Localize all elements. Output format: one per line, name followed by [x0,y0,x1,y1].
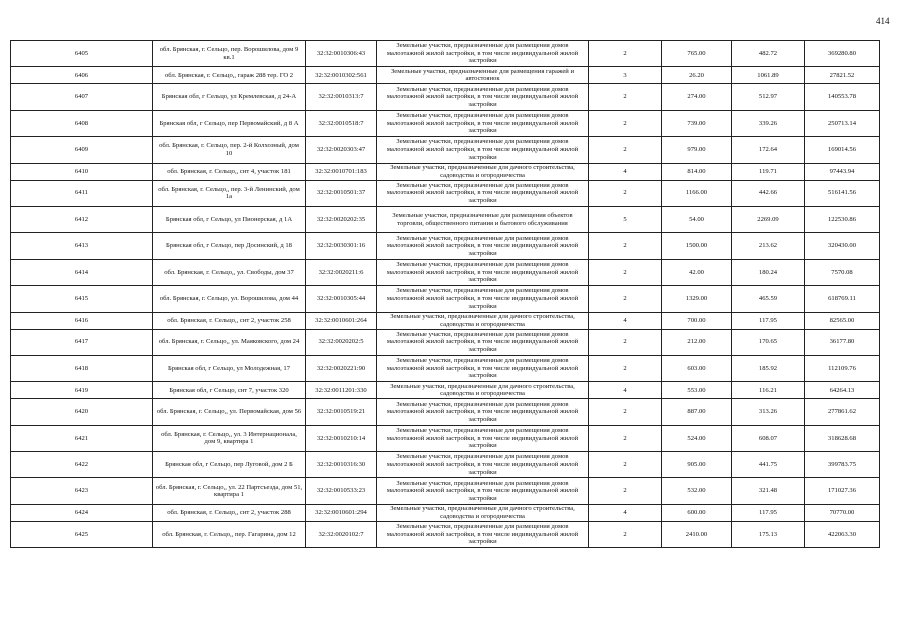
parcel-area: 26.20 [662,67,732,84]
parcel-address: Брянская обл, г Сельцо, пер Досинский, д 18 [153,233,306,259]
parcel-number: 6420 [11,399,153,425]
use-group: 2 [589,478,662,504]
use-group: 4 [589,163,662,180]
cadastral-value: 97443.94 [805,163,880,180]
cadastral-value: 27821.52 [805,67,880,84]
cadastral-number: 32:32:0010519:21 [306,399,377,425]
cadastral-value: 618769.11 [805,286,880,312]
cadastral-number: 32:32:0010601:264 [306,312,377,329]
parcel-number: 6423 [11,478,153,504]
parcel-address: обл. Брянская, г. Сельцо, пер. Ворошилова, дом 9 кв.1 [153,41,306,67]
parcel-number: 6405 [11,41,153,67]
parcel-address: обл. Брянская, г. Сельцо,, снт 4, участок 181 [153,163,306,180]
parcel-number: 6410 [11,163,153,180]
parcel-number: 6412 [11,206,153,232]
parcel-number: 6413 [11,233,153,259]
table-row [11,452,880,478]
land-use-category: Земельные участки, предназначенные для размещения домов малоэтажной жилой застройки, в том числе индивидуальной жилой застройки [377,355,589,381]
land-use-category: Земельные участки, предназначенные для размещения гаражей и автостоянок [377,67,589,84]
specific-cadastral-value: 608.07 [732,425,805,451]
cadastral-value: 64264.13 [805,382,880,399]
table-row [11,259,880,285]
parcel-area: 700.00 [662,312,732,329]
parcel-address: обл. Брянская, г. Сельцо,, снт 2, участок 288 [153,504,306,521]
parcel-area: 1500.00 [662,233,732,259]
parcel-address: Брянская обл, г Сельцо, ул Пионерская, д 1А [153,206,306,232]
cadastral-number: 32:32:0010501:37 [306,180,377,206]
use-group: 2 [589,110,662,136]
use-group: 2 [589,259,662,285]
cadastral-value: 516141.56 [805,180,880,206]
parcel-area: 887.00 [662,399,732,425]
specific-cadastral-value: 117.95 [732,504,805,521]
table-row [11,329,880,355]
table-row [11,41,880,67]
parcel-area: 532.00 [662,478,732,504]
cadastral-number: 32:32:0010313:7 [306,84,377,110]
table-row [11,163,880,180]
specific-cadastral-value: 321.48 [732,478,805,504]
specific-cadastral-value: 2269.09 [732,206,805,232]
cadastral-number: 32:32:0020221:90 [306,355,377,381]
land-use-category: Земельные участки, предназначенные для размещения домов малоэтажной жилой застройки, в том числе индивидуальной жилой застройки [377,399,589,425]
parcel-address: обл. Брянская, г. Сельцо,, снт 2, участок 258 [153,312,306,329]
specific-cadastral-value: 170.65 [732,329,805,355]
parcel-address: Брянская обл, г Сельцо, снт 7, участок 320 [153,382,306,399]
parcel-number: 6411 [11,180,153,206]
table-row [11,521,880,547]
parcel-area: 524.00 [662,425,732,451]
cadastral-number: 32:32:0020202:5 [306,329,377,355]
cadastral-value: 422063.30 [805,521,880,547]
use-group: 2 [589,41,662,67]
parcel-address: обл. Брянская, г. Сельцо,, ул. Свободы, дом 37 [153,259,306,285]
parcel-area: 2410.00 [662,521,732,547]
specific-cadastral-value: 185.92 [732,355,805,381]
cadastral-value: 318628.68 [805,425,880,451]
land-use-category: Земельные участки, предназначенные для размещения объектов торговли, общественного питания и бытового обслуживания [377,206,589,232]
land-use-category: Земельные участки, предназначенные для дачного строительства, садоводства и огородничества [377,382,589,399]
use-group: 2 [589,521,662,547]
land-use-category: Земельные участки, предназначенные для размещения домов малоэтажной жилой застройки, в том числе индивидуальной жилой застройки [377,452,589,478]
cadastral-number: 32:32:0010302:561 [306,67,377,84]
table-row [11,399,880,425]
land-use-category: Земельные участки, предназначенные для размещения домов малоэтажной жилой застройки, в том числе индивидуальной жилой застройки [377,259,589,285]
table-row [11,382,880,399]
parcel-address: Брянская обл, г Сельцо, ул Молодежная, 17 [153,355,306,381]
land-use-category: Земельные участки, предназначенные для дачного строительства, садоводства и огородничества [377,504,589,521]
table-row [11,233,880,259]
parcel-number: 6419 [11,382,153,399]
table-row [11,425,880,451]
parcel-address: обл. Брянская, г. Сельцо,, ул. 3 Интернационала, дом 9, квартира 1 [153,425,306,451]
cadastral-value: 250713.14 [805,110,880,136]
parcel-area: 603.00 [662,355,732,381]
parcel-address: обл. Брянская, г. Сельцо,, ул. Первомайская, дом 56 [153,399,306,425]
cadastral-value-table [10,40,880,548]
parcel-area: 765.00 [662,41,732,67]
parcel-area: 1166.00 [662,180,732,206]
use-group: 2 [589,399,662,425]
parcel-area: 739.00 [662,110,732,136]
cadastral-number: 32:32:0020211:6 [306,259,377,285]
table-row [11,84,880,110]
land-use-category: Земельные участки, предназначенные для размещения домов малоэтажной жилой застройки, в том числе индивидуальной жилой застройки [377,329,589,355]
table-row [11,312,880,329]
land-use-category: Земельные участки, предназначенные для размещения домов малоэтажной жилой застройки, в том числе индивидуальной жилой застройки [377,425,589,451]
specific-cadastral-value: 117.95 [732,312,805,329]
table-row [11,355,880,381]
specific-cadastral-value: 1061.89 [732,67,805,84]
land-use-category: Земельные участки, предназначенные для размещения домов малоэтажной жилой застройки, в том числе индивидуальной жилой застройки [377,478,589,504]
parcel-address: Брянская обл, г Сельцо, пер Луговой, дом 2 Б [153,452,306,478]
land-use-category: Земельные участки, предназначенные для размещения домов малоэтажной жилой застройки, в том числе индивидуальной жилой застройки [377,233,589,259]
specific-cadastral-value: 339.26 [732,110,805,136]
page-number: 414 [876,16,890,26]
use-group: 5 [589,206,662,232]
use-group: 2 [589,329,662,355]
table-row [11,180,880,206]
cadastral-number: 32:32:0020102:7 [306,521,377,547]
use-group: 2 [589,180,662,206]
parcel-area: 274.00 [662,84,732,110]
cadastral-value: 169014.56 [805,137,880,163]
parcel-number: 6421 [11,425,153,451]
parcel-area: 54.00 [662,206,732,232]
cadastral-number: 32:32:0010533:23 [306,478,377,504]
parcel-address: Брянская обл, г Сельцо, ул Кремлевская, д 24-А [153,84,306,110]
specific-cadastral-value: 213.62 [732,233,805,259]
specific-cadastral-value: 465.59 [732,286,805,312]
cadastral-number: 32:32:0010518:7 [306,110,377,136]
land-use-category: Земельные участки, предназначенные для размещения домов малоэтажной жилой застройки, в том числе индивидуальной жилой застройки [377,137,589,163]
cadastral-value: 277861.62 [805,399,880,425]
parcel-area: 212.00 [662,329,732,355]
cadastral-number: 32:32:0030301:16 [306,233,377,259]
use-group: 2 [589,286,662,312]
cadastral-value: 171027.36 [805,478,880,504]
cadastral-value: 70770.00 [805,504,880,521]
cadastral-value: 122530.86 [805,206,880,232]
cadastral-value: 7570.08 [805,259,880,285]
cadastral-number: 32:32:0011201:330 [306,382,377,399]
specific-cadastral-value: 441.75 [732,452,805,478]
specific-cadastral-value: 175.13 [732,521,805,547]
parcel-address: обл. Брянская, г. Сельцо,, гараж 288 тер. ГО 2 [153,67,306,84]
use-group: 2 [589,355,662,381]
cadastral-value: 82565.00 [805,312,880,329]
specific-cadastral-value: 442.66 [732,180,805,206]
cadastral-number: 32:32:0010316:30 [306,452,377,478]
land-use-category: Земельные участки, предназначенные для размещения домов малоэтажной жилой застройки, в том числе индивидуальной жилой застройки [377,84,589,110]
cadastral-number: 32:32:0020303:47 [306,137,377,163]
specific-cadastral-value: 116.21 [732,382,805,399]
cadastral-number: 32:32:0010210:14 [306,425,377,451]
specific-cadastral-value: 482.72 [732,41,805,67]
use-group: 2 [589,137,662,163]
use-group: 4 [589,504,662,521]
specific-cadastral-value: 180.24 [732,259,805,285]
table-row [11,504,880,521]
table-row [11,110,880,136]
cadastral-number: 32:32:0020202:35 [306,206,377,232]
use-group: 4 [589,382,662,399]
parcel-area: 814.00 [662,163,732,180]
parcel-number: 6418 [11,355,153,381]
specific-cadastral-value: 313.26 [732,399,805,425]
parcel-number: 6409 [11,137,153,163]
specific-cadastral-value: 512.97 [732,84,805,110]
use-group: 2 [589,452,662,478]
cadastral-value: 140553.78 [805,84,880,110]
cadastral-number: 32:32:0010601:294 [306,504,377,521]
cadastral-value: 36177.80 [805,329,880,355]
parcel-number: 6416 [11,312,153,329]
parcel-number: 6407 [11,84,153,110]
land-use-category: Земельные участки, предназначенные для дачного строительства, садоводства и огородничества [377,312,589,329]
parcel-number: 6425 [11,521,153,547]
parcel-address: обл. Брянская, г. Сельцо,, пер. 3-й Ленинский, дом 1а [153,180,306,206]
land-use-category: Земельные участки, предназначенные для размещения домов малоэтажной жилой застройки, в том числе индивидуальной жилой застройки [377,180,589,206]
cadastral-value: 320430.00 [805,233,880,259]
parcel-number: 6406 [11,67,153,84]
table-row [11,286,880,312]
parcel-address: обл. Брянская, г. Сельцо, пер. 2-й Колхозный, дом 10 [153,137,306,163]
parcel-number: 6424 [11,504,153,521]
land-use-category: Земельные участки, предназначенные для размещения домов малоэтажной жилой застройки, в том числе индивидуальной жилой застройки [377,110,589,136]
parcel-address: обл. Брянская, г. Сельцо,, ул. Маяковского, дом 24 [153,329,306,355]
cadastral-number: 32:32:0010701:183 [306,163,377,180]
land-use-category: Земельные участки, предназначенные для дачного строительства, садоводства и огородничества [377,163,589,180]
parcel-area: 1329.00 [662,286,732,312]
cadastral-value: 369280.80 [805,41,880,67]
land-use-category: Земельные участки, предназначенные для размещения домов малоэтажной жилой застройки, в том числе индивидуальной жилой застройки [377,286,589,312]
parcel-address: обл. Брянская, г. Сельцо, ул. Ворошилова, дом 44 [153,286,306,312]
parcel-number: 6408 [11,110,153,136]
land-use-category: Земельные участки, предназначенные для размещения домов малоэтажной жилой застройки, в том числе индивидуальной жилой застройки [377,521,589,547]
cadastral-number: 32:32:0010306:43 [306,41,377,67]
table-row [11,478,880,504]
parcel-area: 42.00 [662,259,732,285]
parcel-number: 6415 [11,286,153,312]
parcel-number: 6417 [11,329,153,355]
cadastral-value: 399783.75 [805,452,880,478]
parcel-number: 6414 [11,259,153,285]
parcel-area: 979.00 [662,137,732,163]
specific-cadastral-value: 172.64 [732,137,805,163]
specific-cadastral-value: 119.71 [732,163,805,180]
cadastral-number: 32:32:0010305:44 [306,286,377,312]
parcel-area: 905.00 [662,452,732,478]
parcel-address: Брянская обл, г Сельцо, пер Первомайский, д 8 А [153,110,306,136]
parcel-address: обл. Брянская, г. Сельцо,, пер. Гагарина, дом 12 [153,521,306,547]
land-use-category: Земельные участки, предназначенные для размещения домов малоэтажной жилой застройки, в том числе индивидуальной жилой застройки [377,41,589,67]
use-group: 3 [589,67,662,84]
use-group: 4 [589,312,662,329]
table-row [11,67,880,84]
use-group: 2 [589,425,662,451]
parcel-address: обл. Брянская, г. Сельцо,, ул. 22 Партсъезда, дом 51, квартира 1 [153,478,306,504]
cadastral-value: 112109.76 [805,355,880,381]
parcel-number: 6422 [11,452,153,478]
parcel-area: 553.00 [662,382,732,399]
table-row [11,137,880,163]
use-group: 2 [589,84,662,110]
parcel-area: 600.00 [662,504,732,521]
table-row [11,206,880,232]
use-group: 2 [589,233,662,259]
